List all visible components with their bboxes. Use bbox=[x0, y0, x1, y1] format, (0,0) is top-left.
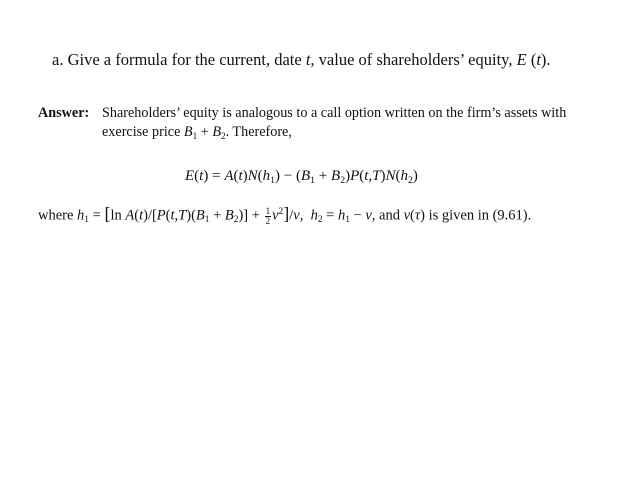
where-clause: where $h_1 = [\ln$ $A(t)/[P(t,T)(B_1 + B_2)]$ + $\frac{1}{2}$ $v^2]/v$, $h_2 = h_1 - v$, and v(τ) is given in (9.61). bbox=[38, 203, 532, 226]
answer-line-1 bbox=[38, 104, 566, 123]
question-prefix: a. Give a formula for the current, date bbox=[52, 50, 306, 69]
question-middle: , value of shareholders’ equity, bbox=[310, 50, 517, 69]
where-prefix: where bbox=[38, 207, 78, 224]
answer-label: Answer: bbox=[38, 105, 90, 121]
question-paren: ( bbox=[526, 50, 537, 69]
where-and: , and bbox=[371, 207, 404, 224]
equity-formula: $E(t) = A(t)N(h_1) - (B_1 + B_2)P(t,T)N(h_2)$ bbox=[185, 168, 418, 186]
question-t2: t bbox=[536, 50, 541, 69]
answer-text-line-2: exercise price bbox=[102, 124, 184, 140]
answer-text-line-1: Shareholders’ equity is analogous to a call option written on the firm’s assets with bbox=[102, 105, 567, 121]
answer-block bbox=[38, 104, 566, 142]
answer-text-line-2-suffix: . Therefore, bbox=[225, 124, 292, 140]
answer-line-2: exercise price $B_1 + B_2$. Therefore, bbox=[102, 124, 292, 141]
question-t: t bbox=[305, 50, 311, 69]
where-given: is given in (9.61). bbox=[424, 207, 532, 224]
question-end: ). bbox=[540, 50, 551, 69]
one-half-fraction: $\frac{1}{2}$ bbox=[265, 206, 271, 226]
question-E: E bbox=[516, 50, 527, 69]
question-text bbox=[52, 50, 551, 70]
